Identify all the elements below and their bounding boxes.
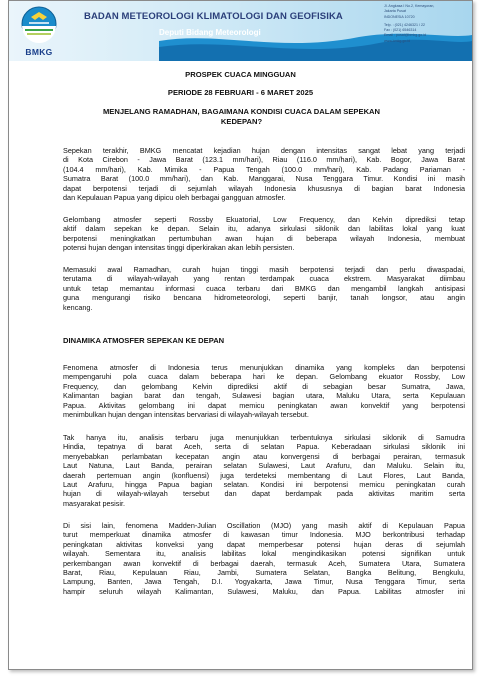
text-line: berpotensi meningkatkan pertumbuhan awan hujan di beberapa wilayah Indonesia, membuat (63, 233, 465, 243)
section-paragraph-3 (63, 521, 465, 596)
text-line: Lampung, Banten, Jawa Tengah, D.I. Yogyakarta, Jawa Timur, Nusa Tenggara Timur, serta (63, 577, 465, 587)
text-line: menimbulkan hujan dengan intensitas bervariasi di wilayah-wilayah tersebut. (63, 410, 309, 420)
text-line: dapat berpotensi terjadi di sejumlah wilayah Indonesia khususnya di bagian barat Indonesia (63, 183, 465, 193)
report-title: PROSPEK CUACA MINGGUAN (185, 70, 296, 79)
letterhead (9, 1, 472, 61)
intro-paragraph-1 (63, 146, 465, 202)
text-line: turut memperkuat dinamika atmosfer di kawasan timur Indonesia. MJO berkontribusi terhadap (63, 530, 465, 540)
text-line: Barat, Riau, Kepulauan Riau, Jambi, Sumatera Selatan, Bangka Belitung, Bengkulu, (63, 568, 465, 578)
contact-block (384, 4, 469, 44)
text-line: peningkatan aktivitas konveksi yang dapat memperbesar potensi hujan deras di sejumlah (63, 539, 465, 549)
text-line: Hindia, tepatnya di barat Aceh, serta di selatan Papua. Keberadaan sirkulasi siklonik ini (63, 442, 465, 452)
text-line: masyarakat pesisir. (63, 498, 126, 508)
text-line: guna mengurangi risiko bencana hidrometeorologi, seperti banjir, tanah longsor, atau angin (63, 293, 465, 303)
organization-deputy: Deputi Bidang Meteorologi (159, 28, 261, 37)
organization-name: BADAN METEOROLOGI KLIMATOLOGI DAN GEOFISIKA (84, 11, 343, 22)
contact-line: Jl. Angkasa I No.2, Kemayoran, (384, 4, 435, 8)
text-line: hampir seluruh wilayah Kalimantan, Sulawesi, Maluku, dan Papua. Labilitas atmosfer ini (63, 586, 465, 596)
text-line: wilayah. Sementara itu, analisis labilitas lokal mengindikasikan potensi signifikan untuk (63, 549, 465, 559)
intro-paragraph-3 (63, 265, 465, 312)
text-line: di Kota Cirebon - Jawa Barat (123.1 mm/hari), Riau (116.0 mm/hari), Kab. Bogor, Jawa Barat (63, 155, 465, 165)
text-line: untuk tetap memantau informasi cuaca terbaru dari BMKG dan mengambil langkah antisipasi (63, 283, 465, 293)
text-line: (104.4 mm/hari), Kab. Mimika - Papua Tengah (100.0 mm/hari), Kab. Padang Pariaman - (63, 164, 465, 174)
text-line: Di sisi lain, fenomena Madden-Julian Oscillation (MJO) yang masih aktif di Kepulauan Papua (63, 521, 465, 530)
text-line: aktif dalam sepekan ke depan. Selain itu, adanya sirkulasi siklonik dan labilitas lokal yang kuat (63, 224, 465, 234)
text-line: daerah pertemuan angin (konfluensi) juga terdeteksi membentang di Laut Flores, Laut Banda, (63, 470, 465, 480)
text-line: Fenomena atmosfer di Indonesia terus menunjukkan dinamika yang kompleks dan berpotensi (63, 363, 465, 372)
subtitle-line: MENJELANG RAMADHAN, BAGAIMANA KONDISI CUACA DALAM SEPEKAN (102, 107, 381, 116)
text-line: terutama di wilayah-wilayah yang rentan terdampak cuaca ekstrem. Masyarakat diimbau (63, 274, 465, 284)
text-line: kencang. (63, 302, 93, 312)
contact-line: www.bmkg.go.id (384, 38, 411, 43)
text-line: hujan di wilayah-wilayah tersebut dan dapat berdampak pada aktivitas maritim serta (63, 489, 465, 499)
text-line: Laut Arafuru, hingga Papua bagian selatan. Kondisi ini berpotensi memicu peningkatan curah (63, 480, 465, 490)
text-line: Memasuki awal Ramadhan, curah hujan tinggi masih berpotensi terjadi dan perlu diwaspadai, (63, 265, 465, 274)
contact-line: Telp. : (021) 4246321 / 22 (384, 22, 425, 27)
subtitle-line: KEDEPAN? (220, 117, 263, 126)
text-line: Laut Natuna, Laut Banda, perairan selatan Sulawesi, Laut Arafuru, dan Maluku. Selain itu, (63, 461, 465, 471)
document-page (8, 0, 473, 670)
bmkg-logo (19, 4, 59, 56)
contact-line: Jakarta Pusat (384, 9, 406, 14)
text-line: dan Kepulauan Papua yang dipicu oleh berbagai gangguan atmosfer. (63, 193, 286, 203)
text-line: mempengaruhi pola cuaca dalam beberapa hari ke depan. Gelombang ekuator Rossby, Low (63, 372, 465, 382)
text-line: Papua. Aktivitas gelombang ini dapat memicu peningkatan awan konvektif yang berpotensi (63, 400, 465, 410)
text-line: Tak hanya itu, analisis terbaru juga menunjukkan terbentuknya sirkulasi siklonik di Samudra (63, 433, 465, 442)
text-line: Gelombang atmosfer seperti Rossby Ekuatorial, Low Frequency, dan Kelvin diprediksi tetap (63, 215, 465, 224)
report-subtitle (79, 107, 404, 127)
contact-line: Email : pusat@bmkg.go.id (384, 33, 427, 38)
report-period: PERIODE 28 FEBRUARI - 6 MARET 2025 (167, 88, 314, 97)
section-heading: DINAMIKA ATMOSFER SEPEKAN KE DEPAN (63, 336, 225, 345)
text-line: potensi hujan dengan intensitas tinggi diperkirakan akan lebih persisten. (63, 243, 295, 253)
bmkg-logo-icon (19, 4, 59, 48)
logo-label: BMKG (25, 47, 53, 57)
text-line: Sepekan terakhir, BMKG mencatat kejadian hujan dengan intensitas sangat lebat yang terjadi (63, 146, 465, 155)
text-line: Kalimantan bagian barat dan tengah, Sulawesi bagian utara, Maluku Utara, serta Kepulauan (63, 391, 465, 401)
section-paragraph-1 (63, 363, 465, 419)
intro-paragraph-2 (63, 215, 465, 253)
text-line: menyebabkan perlambatan kecepatan angin atau konvergensi di berbagai perairan, termasuk (63, 451, 465, 461)
text-line: perkembangan awan konvektif di berbagai daerah, termasuk Aceh, Sumatera Utara, Sumatera (63, 558, 465, 568)
text-line: Sumatra Barat (100.0 mm/hari), dan Kab. Manggarai, Nusa Tenggara Timur. Kondisi ini masih (63, 174, 465, 184)
section-paragraph-2 (63, 433, 465, 508)
contact-line: INDONESIA 10720 (384, 14, 415, 19)
text-line: Frequency, dan gelombang Kelvin diprediksi aktif di sebagian besar Sumatra, Jawa, (63, 381, 465, 391)
contact-line: Fax : (021) 6546314 (384, 28, 417, 33)
